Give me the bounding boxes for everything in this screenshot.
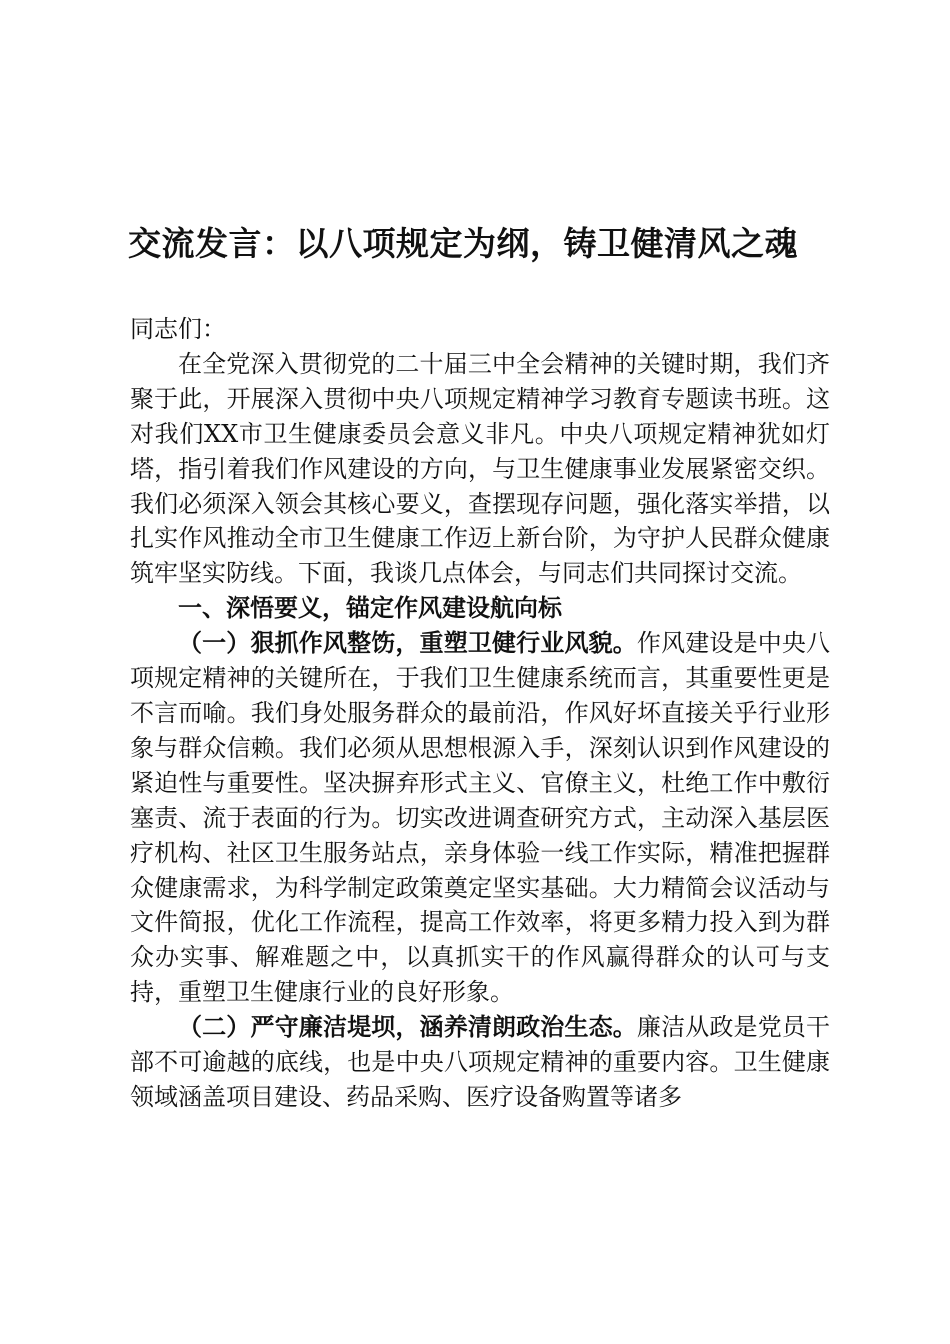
- subsection-2-paragraph: [130, 1010, 830, 1115]
- section-1-heading: 一、深悟要义，锚定作风建设航向标: [178, 594, 562, 623]
- document-title: 交流发言：以八项规定为纲，铸卫健清风之魂: [128, 224, 798, 263]
- subsection-1-lead: （一）狠抓作风整饬，重塑卫健行业风貌。: [178, 628, 637, 658]
- subsection-2-lead: （二）严守廉洁堤坝，涵养清朗政治生态。: [178, 1012, 637, 1042]
- subsection-2-body: 廉洁从政是党员干部不可逾越的底线，也是中央八项规定精神的重要内容。卫生健康领域涵盖项目建设、药品采购、医疗设备购置等诸多: [130, 1013, 830, 1111]
- intro-paragraph: 在全党深入贯彻党的二十届三中全会精神的关键时期，我们齐聚于此，开展深入贯彻中央八项规定精神学习教育专题读书班。这对我们XX市卫生健康委员会意义非凡。中央八项规定精神犹如灯塔，指引着我们作风建设的方向，与卫生健康事业发展紧密交织。我们必须深入领会其核心要义，查摆现存问题，强化落实举措，以扎实作风推动全市卫生健康工作迈上新台阶，为守护人民群众健康筑牢坚实防线。下面，我谈几点体会，与同志们共同探讨交流。: [130, 349, 830, 588]
- subsection-1-paragraph: [130, 626, 830, 1010]
- document-body: [130, 312, 830, 1115]
- subsection-1-body: 作风建设是中央八项规定精神的关键所在，于我们卫生健康系统而言，其重要性更是不言而喻。我们身处服务群众的最前沿，作风好坏直接关乎行业形象与群众信赖。我们必须从思想根源入手，深刻认识到作风建设的紧迫性与重要性。坚决摒弃形式主义、官僚主义，杜绝工作中敷衍塞责、流于表面的行为。切实改进调查研究方式，主动深入基层医疗机构、社区卫生服务站点，亲身体验一线工作实际，精准把握群众健康需求，为科学制定政策奠定坚实基础。大力精简会议活动与文件简报，优化工作流程，提高工作效率，将更多精力投入到为群众办实事、解难题之中，以真抓实干的作风赢得群众的认可与支持，重塑卫生健康行业的良好形象。: [130, 629, 830, 1007]
- salutation: 同志们：: [130, 315, 226, 343]
